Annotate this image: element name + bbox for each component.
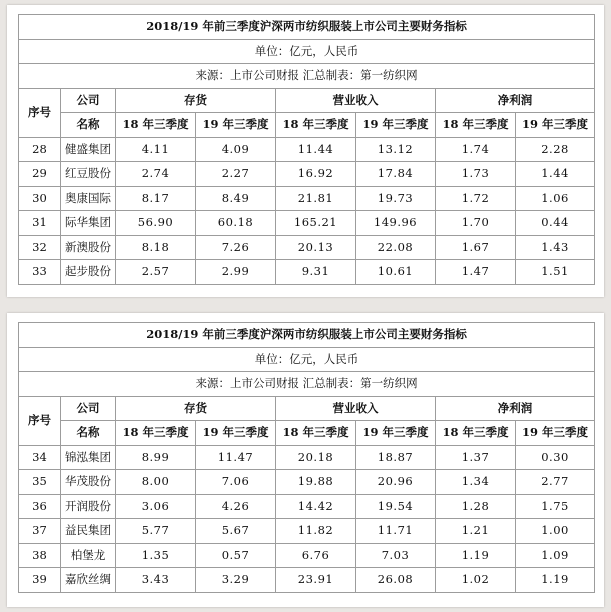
table-row: [19, 260, 595, 285]
value-cell: 2.28: [516, 137, 595, 162]
header-revenue: 营业收入: [276, 396, 436, 421]
row-index: 37: [19, 519, 61, 544]
value-cell: 7.03: [356, 543, 436, 568]
unit-note: 单位：亿元，人民币: [19, 39, 595, 64]
value-cell: 1.51: [516, 260, 595, 285]
table-row: [19, 137, 595, 162]
header-revenue: 营业收入: [276, 88, 436, 113]
value-cell: 1.19: [516, 568, 595, 593]
header-sub: 19 年三季度: [516, 421, 595, 446]
value-cell: 1.73: [436, 162, 516, 187]
table-row: [19, 211, 595, 236]
value-cell: 18.87: [356, 445, 436, 470]
row-index: 31: [19, 211, 61, 236]
row-index: 36: [19, 494, 61, 519]
header-sub: 18 年三季度: [116, 113, 196, 138]
header-net-profit: 净利润: [436, 88, 595, 113]
value-cell: 19.88: [276, 470, 356, 495]
value-cell: 1.02: [436, 568, 516, 593]
value-cell: 26.08: [356, 568, 436, 593]
value-cell: 5.77: [116, 519, 196, 544]
value-cell: 1.43: [516, 235, 595, 260]
company-name: 开润股份: [61, 494, 116, 519]
value-cell: 14.42: [276, 494, 356, 519]
value-cell: 11.82: [276, 519, 356, 544]
value-cell: 60.18: [196, 211, 276, 236]
value-cell: 3.06: [116, 494, 196, 519]
value-cell: 1.21: [436, 519, 516, 544]
value-cell: 1.34: [436, 470, 516, 495]
value-cell: 6.76: [276, 543, 356, 568]
value-cell: 8.17: [116, 186, 196, 211]
table-row: [19, 445, 595, 470]
value-cell: 1.09: [516, 543, 595, 568]
table-row: [19, 186, 595, 211]
company-name: 锦泓集团: [61, 445, 116, 470]
value-cell: 11.71: [356, 519, 436, 544]
value-cell: 9.31: [276, 260, 356, 285]
table-title: 2018/19 年前三季度沪深两市纺织服装上市公司主要财务指标: [19, 323, 595, 348]
value-cell: 8.99: [116, 445, 196, 470]
header-net-profit: 净利润: [436, 396, 595, 421]
company-name: 华茂股份: [61, 470, 116, 495]
value-cell: 1.67: [436, 235, 516, 260]
value-cell: 0.30: [516, 445, 595, 470]
financial-table-2: [18, 322, 595, 593]
header-company-top: 公司: [61, 396, 116, 421]
header-sub: 18 年三季度: [276, 421, 356, 446]
row-index: 30: [19, 186, 61, 211]
table-row: [19, 162, 595, 187]
header-inventory: 存货: [116, 88, 276, 113]
value-cell: 1.44: [516, 162, 595, 187]
value-cell: 1.00: [516, 519, 595, 544]
value-cell: 1.28: [436, 494, 516, 519]
header-sub: 18 年三季度: [436, 113, 516, 138]
value-cell: 3.29: [196, 568, 276, 593]
value-cell: 8.00: [116, 470, 196, 495]
value-cell: 1.35: [116, 543, 196, 568]
value-cell: 5.67: [196, 519, 276, 544]
header-company-bottom: 名称: [61, 113, 116, 138]
header-sub: 19 年三季度: [356, 421, 436, 446]
company-name: 新澳股份: [61, 235, 116, 260]
value-cell: 0.44: [516, 211, 595, 236]
value-cell: 149.96: [356, 211, 436, 236]
value-cell: 56.90: [116, 211, 196, 236]
value-cell: 1.72: [436, 186, 516, 211]
company-name: 柏堡龙: [61, 543, 116, 568]
header-sub: 19 年三季度: [196, 113, 276, 138]
value-cell: 2.27: [196, 162, 276, 187]
value-cell: 4.26: [196, 494, 276, 519]
value-cell: 8.49: [196, 186, 276, 211]
value-cell: 20.18: [276, 445, 356, 470]
value-cell: 2.57: [116, 260, 196, 285]
value-cell: 23.91: [276, 568, 356, 593]
source-note: 来源：上市公司财报 汇总制表：第一纺织网: [19, 372, 595, 397]
company-name: 益民集团: [61, 519, 116, 544]
value-cell: 11.47: [196, 445, 276, 470]
header-sub: 19 年三季度: [516, 113, 595, 138]
value-cell: 1.19: [436, 543, 516, 568]
header-sub: 18 年三季度: [276, 113, 356, 138]
financial-table-1: [18, 14, 595, 285]
company-name: 奥康国际: [61, 186, 116, 211]
value-cell: 3.43: [116, 568, 196, 593]
value-cell: 1.74: [436, 137, 516, 162]
table-row: [19, 470, 595, 495]
company-name: 起步股份: [61, 260, 116, 285]
header-company-bottom: 名称: [61, 421, 116, 446]
row-index: 32: [19, 235, 61, 260]
value-cell: 11.44: [276, 137, 356, 162]
table-body-1: [19, 137, 595, 284]
row-index: 29: [19, 162, 61, 187]
value-cell: 4.11: [116, 137, 196, 162]
header-seq: 序号: [19, 88, 61, 137]
value-cell: 1.47: [436, 260, 516, 285]
value-cell: 20.96: [356, 470, 436, 495]
value-cell: 7.06: [196, 470, 276, 495]
value-cell: 19.54: [356, 494, 436, 519]
header-inventory: 存货: [116, 396, 276, 421]
value-cell: 1.70: [436, 211, 516, 236]
header-seq: 序号: [19, 396, 61, 445]
value-cell: 2.99: [196, 260, 276, 285]
company-name: 红豆股份: [61, 162, 116, 187]
company-name: 际华集团: [61, 211, 116, 236]
value-cell: 7.26: [196, 235, 276, 260]
header-company-top: 公司: [61, 88, 116, 113]
value-cell: 19.73: [356, 186, 436, 211]
value-cell: 20.13: [276, 235, 356, 260]
value-cell: 13.12: [356, 137, 436, 162]
value-cell: 1.75: [516, 494, 595, 519]
row-index: 39: [19, 568, 61, 593]
row-index: 38: [19, 543, 61, 568]
source-note: 来源：上市公司财报 汇总制表：第一纺织网: [19, 64, 595, 89]
table-row: [19, 543, 595, 568]
value-cell: 21.81: [276, 186, 356, 211]
table-row: [19, 235, 595, 260]
table-panel-1: [7, 5, 604, 297]
company-name: 嘉欣丝绸: [61, 568, 116, 593]
value-cell: 10.61: [356, 260, 436, 285]
table-title: 2018/19 年前三季度沪深两市纺织服装上市公司主要财务指标: [19, 15, 595, 40]
value-cell: 165.21: [276, 211, 356, 236]
header-sub: 19 年三季度: [196, 421, 276, 446]
header-sub: 18 年三季度: [436, 421, 516, 446]
value-cell: 17.84: [356, 162, 436, 187]
value-cell: 16.92: [276, 162, 356, 187]
value-cell: 2.74: [116, 162, 196, 187]
value-cell: 22.08: [356, 235, 436, 260]
table-row: [19, 494, 595, 519]
value-cell: 0.57: [196, 543, 276, 568]
table-body-2: [19, 445, 595, 592]
company-name: 健盛集团: [61, 137, 116, 162]
row-index: 28: [19, 137, 61, 162]
table-row: [19, 568, 595, 593]
row-index: 33: [19, 260, 61, 285]
row-index: 35: [19, 470, 61, 495]
header-sub: 19 年三季度: [356, 113, 436, 138]
value-cell: 1.37: [436, 445, 516, 470]
value-cell: 2.77: [516, 470, 595, 495]
value-cell: 8.18: [116, 235, 196, 260]
unit-note: 单位：亿元，人民币: [19, 347, 595, 372]
row-index: 34: [19, 445, 61, 470]
value-cell: 1.06: [516, 186, 595, 211]
table-row: [19, 519, 595, 544]
table-panel-2: [7, 313, 604, 607]
header-sub: 18 年三季度: [116, 421, 196, 446]
value-cell: 4.09: [196, 137, 276, 162]
